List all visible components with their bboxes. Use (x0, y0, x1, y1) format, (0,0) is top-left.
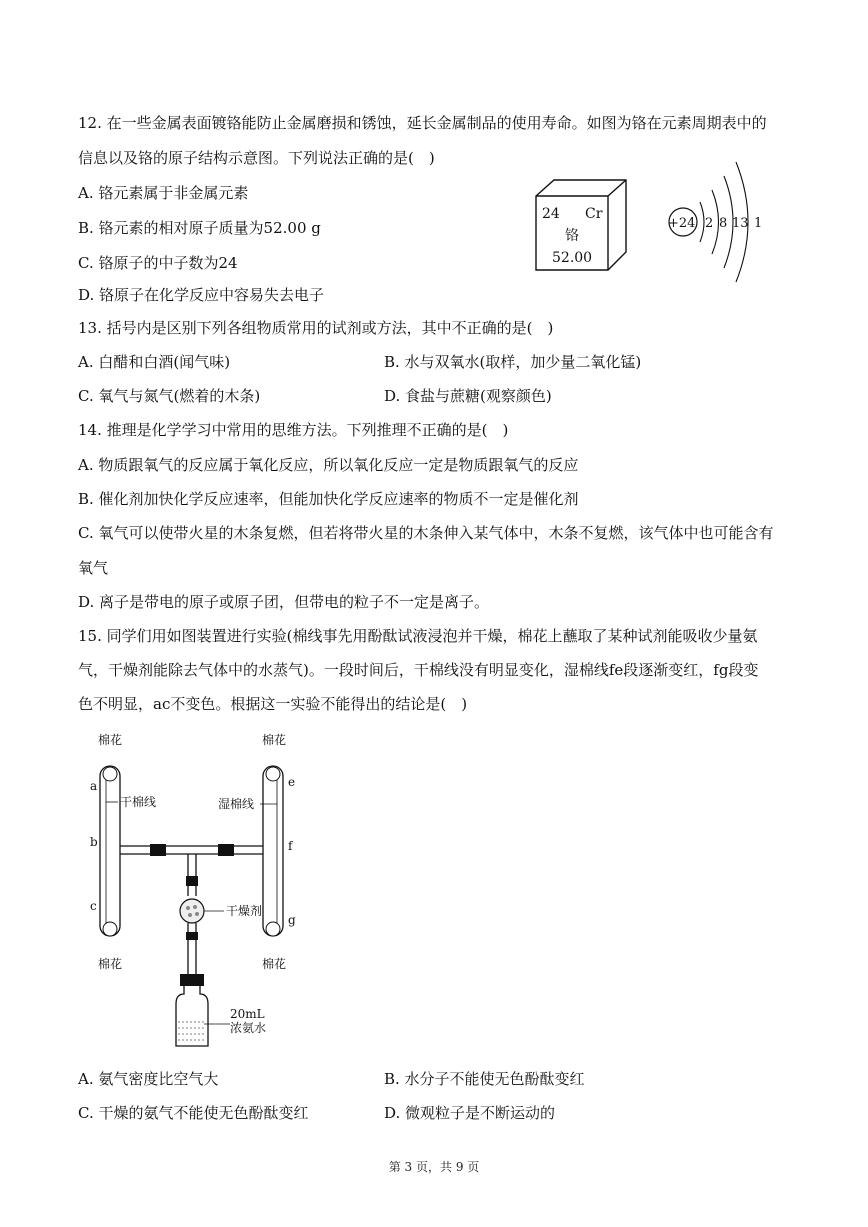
q15-stem-line3: 色不明显，ac不变色。根据这一实验不能得出的结论是( ) (78, 695, 468, 713)
cotton-bottom-right-icon (266, 922, 280, 936)
q15-option-b: B. 水分子不能使无色酚酞变红 (384, 1070, 585, 1088)
q13-option-a: A. 白醋和白酒(闻气味) (78, 353, 231, 371)
q14-stem: 14. 推理是化学学习中常用的思维方法。下列推理不正确的是( ) (78, 421, 509, 439)
q13-option-d: D. 食盐与蔗糖(观察颜色) (384, 387, 552, 405)
label-a: a (90, 779, 98, 793)
atom-structure-figure (660, 150, 770, 300)
q12-option-b: B. 铬元素的相对原子质量为52.00 g (78, 219, 321, 237)
cotton-top-left-icon (103, 767, 117, 781)
q14-option-d: D. 离子是带电的原子或原子团，但带电的粒子不一定是离子。 (78, 593, 490, 611)
page-footer: 第 3 页，共 9 页 (388, 1160, 480, 1174)
ammonia-label: 浓氨水 (230, 1021, 267, 1035)
desiccant-bulb (180, 899, 204, 923)
element-name: 铬 (565, 228, 579, 244)
cotton-top-right-label: 棉花 (262, 733, 287, 747)
element-mass: 52.00 (552, 250, 593, 266)
q12-option-c: C. 铬原子的中子数为24 (78, 254, 238, 272)
q15-stem-line1: 15. 同学们用如图装置进行实验(棉线事先用酚酞试液浸泡并干燥，棉花上蘸取了某种试剂能吸收少量氨 (78, 627, 758, 645)
dry-thread-label: 干棉线 (120, 795, 157, 809)
q13-stem: 13. 括号内是区别下列各组物质常用的试剂或方法，其中不正确的是( ) (78, 319, 554, 337)
q12-stem-line1: 12. 在一些金属表面镀铬能防止金属磨损和锈蚀，延长金属制品的使用寿命。如图为铬在元素周期表中的 (78, 114, 767, 132)
cotton-top-left-label: 棉花 (98, 733, 123, 747)
label-c: c (90, 899, 97, 913)
q13-option-b: B. 水与双氧水(取样，加少量二氧化锰) (384, 353, 642, 371)
cotton-bottom-left-icon (103, 922, 117, 936)
label-e: e (288, 775, 296, 789)
shell-2-count: 8 (719, 216, 728, 231)
q15-option-d: D. 微观粒子是不断运动的 (384, 1104, 556, 1122)
element-atomic-number: 24 (542, 206, 560, 222)
q15-option-c: C. 干燥的氨气不能使无色酚酞变红 (78, 1104, 309, 1122)
q12-stem-line2: 信息以及铬的原子结构示意图。下列说法正确的是( ) (78, 149, 435, 167)
nucleus-charge: +24 (668, 216, 696, 231)
q13-option-c: C. 氧气与氮气(燃着的木条) (78, 387, 261, 405)
q14-option-a: A. 物质跟氧气的反应属于氧化反应，所以氧化反应一定是物质跟氧气的反应 (78, 456, 579, 474)
cotton-bottom-left-label: 棉花 (98, 957, 123, 971)
shell-1-count: 2 (705, 216, 714, 231)
label-b: b (90, 835, 98, 849)
q15-stem-line2: 气，干燥剂能除去气体中的水蒸气)。一段时间后，干棉线没有明显变化，湿棉线fe段逐渐变红，fg段变 (78, 661, 759, 679)
cotton-top-right-icon (266, 767, 280, 781)
desiccant-label: 干燥剂 (226, 904, 263, 918)
volume-label: 20mL (230, 1007, 265, 1021)
label-f: f (288, 839, 293, 853)
label-g: g (288, 913, 296, 927)
q12-option-d: D. 铬原子在化学反应中容易失去电子 (78, 286, 325, 304)
cotton-bottom-right-label: 棉花 (262, 957, 287, 971)
apparatus-figure (80, 728, 310, 1058)
q14-option-b: B. 催化剂加快化学反应速率，但能加快化学反应速率的物质不一定是催化剂 (78, 490, 579, 508)
shell-3-count: 13 (732, 216, 749, 231)
q15-option-a: A. 氨气密度比空气大 (78, 1070, 219, 1088)
q14-option-c-line1: C. 氧气可以使带火星的木条复燃，但若将带火星的木条伸入某气体中，木条不复燃，该气体中也可能含有 (78, 524, 774, 542)
q14-option-c-line2: 氧气 (78, 559, 109, 577)
element-symbol: Cr (585, 206, 603, 222)
q12-option-a: A. 铬元素属于非金属元素 (78, 184, 249, 202)
shell-4-count: 1 (754, 216, 763, 231)
element-cell-figure (530, 176, 630, 276)
wet-thread-label: 湿棉线 (218, 797, 255, 811)
